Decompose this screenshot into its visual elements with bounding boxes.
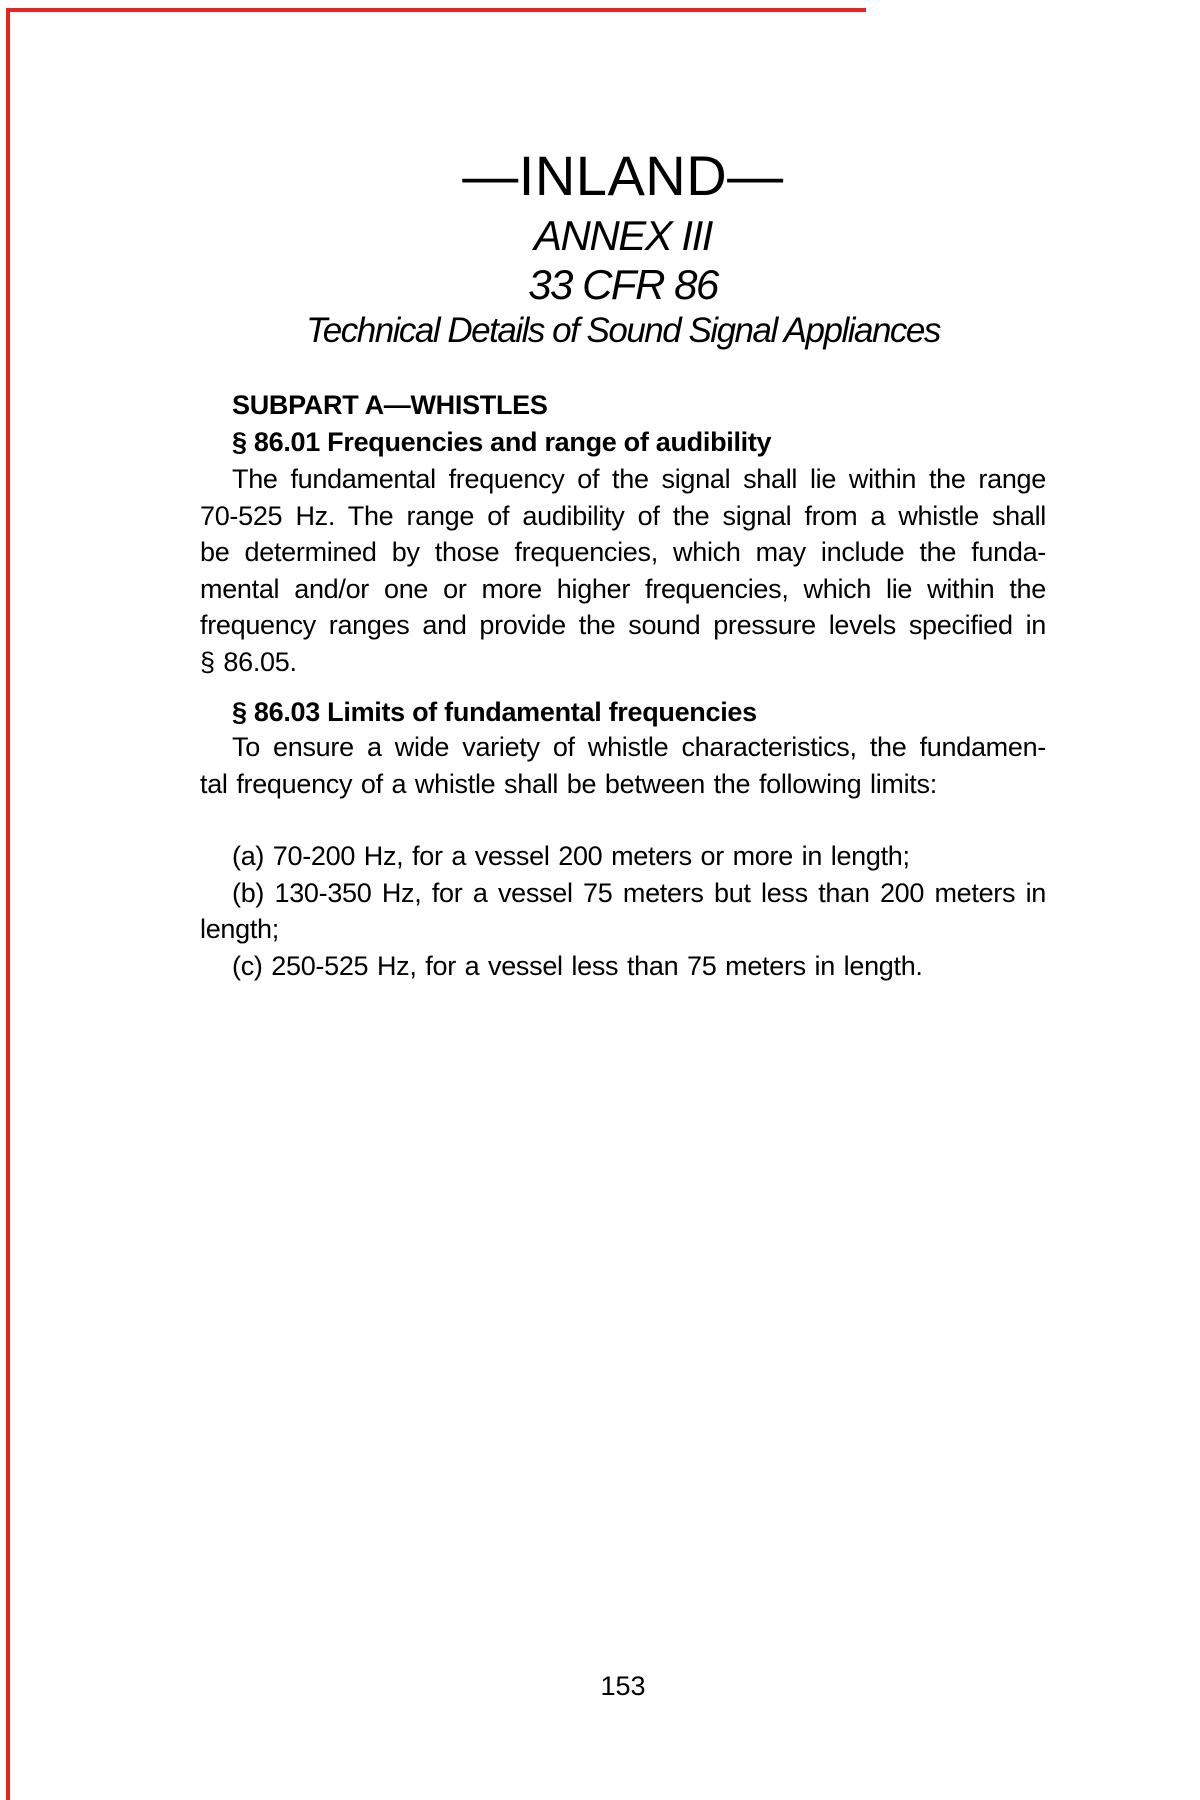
paragraph-line: 70-525 Hz. The range of audibility of the signal from a whistle shall [200,500,1046,531]
section-86-03-heading: § 86.03 Limits of fundamental frequencies [232,697,757,727]
annex-title: ANNEX III [534,212,712,259]
frequency-limit-list [200,838,1046,984]
inland-left-edge-marker [6,8,10,1800]
section-86-01-paragraph [200,461,1046,680]
paragraph-line: To ensure a wide variety of whistle characteristics, the fundamen- [232,732,1046,762]
paragraph-line: tal frequency of a whistle shall be between the following limits: [200,768,937,799]
page-subtitle: Technical Details of Sound Signal Appliances [306,311,940,350]
paragraph-line: § 86.05. [200,646,297,677]
page-number: 153 [600,1671,646,1701]
cfr-reference: 33 CFR 86 [528,261,718,308]
paragraph-line: The fundamental frequency of the signal shall lie within the range [232,464,1046,494]
section-86-01-heading: § 86.01 Frequencies and range of audibility [232,427,772,457]
paragraph-line: mental and/or one or more higher frequencies, which lie within the [200,573,1046,604]
text-column [200,0,1046,1800]
paragraph-line: be determined by those frequencies, which may include the funda- [200,537,1046,567]
list-item-b-continuation: length; [200,914,279,944]
page-title: —INLAND— [462,144,784,207]
list-item-b: (b) 130-350 Hz, for a vessel 75 meters but less than 200 meters in [232,877,1046,908]
section-86-03-paragraph [200,729,1046,802]
list-item-a: (a) 70-200 Hz, for a vessel 200 meters or more in length; [232,841,910,871]
paragraph-line: frequency ranges and provide the sound pressure levels specified in [200,610,1046,640]
list-item-c: (c) 250-525 Hz, for a vessel less than 75 meters in length. [232,950,923,981]
subpart-heading: SUBPART A—WHISTLES [232,390,548,420]
